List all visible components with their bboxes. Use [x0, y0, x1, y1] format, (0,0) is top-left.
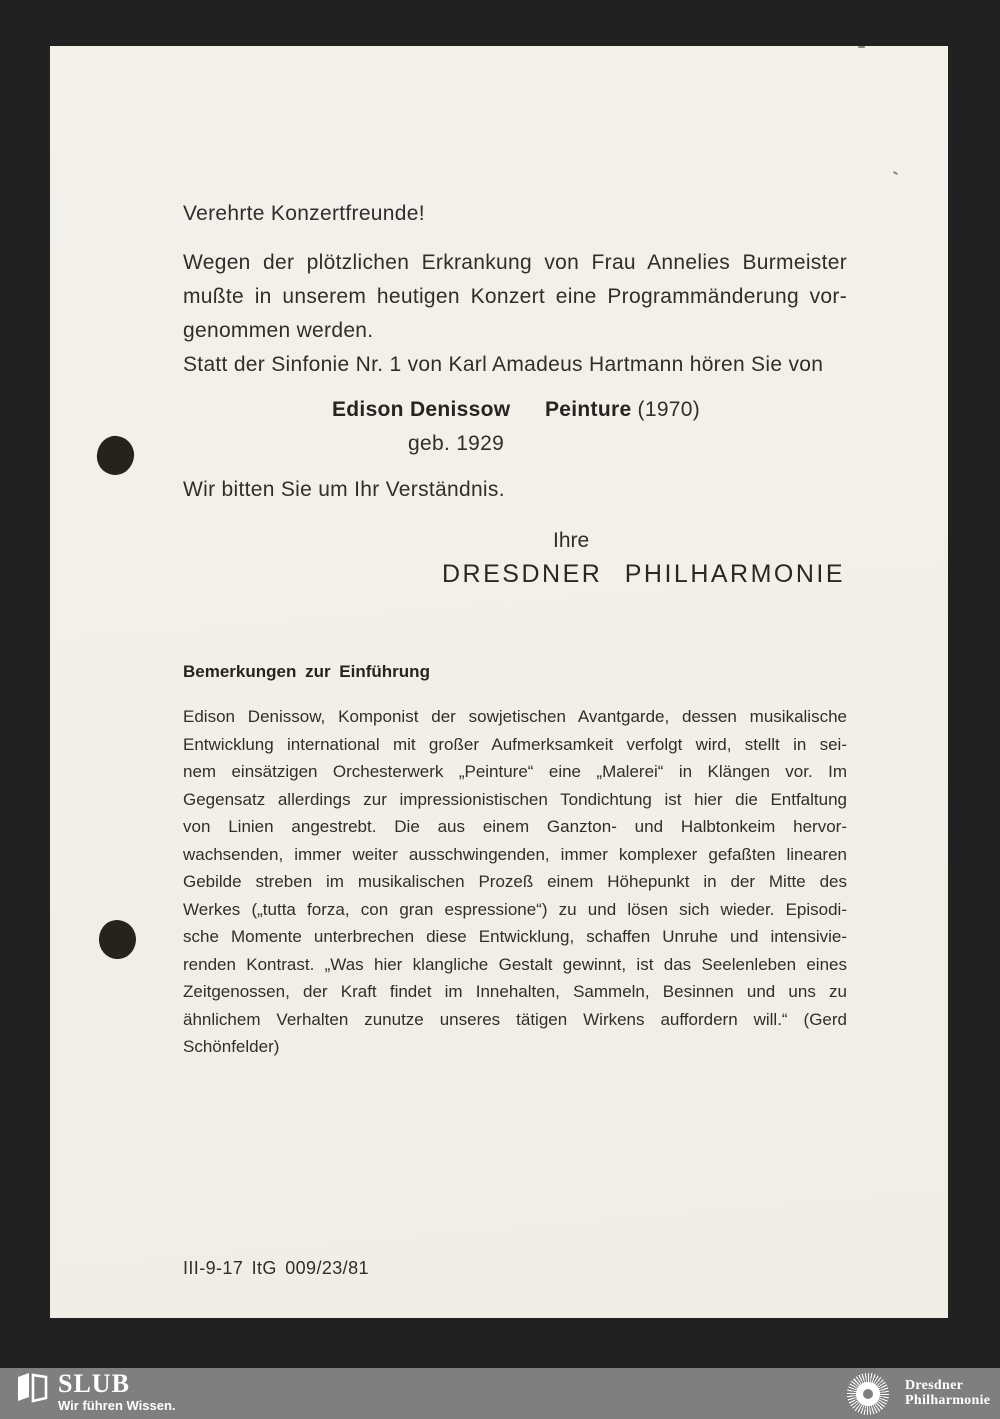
notice-line: Statt der Sinfonie Nr. 1 von Karl Amadeus Hartmann hören Sie von [183, 353, 824, 376]
salutation: Verehrte Konzertfreunde! [183, 202, 425, 225]
body-line: ähnlichem Verhalten zunutze unseres tätigen Wirkens auffordern will.“ (Gerd [183, 1009, 847, 1029]
body-line: Schönfelder) [183, 1037, 280, 1056]
partner-name-line1: Dresdner [905, 1378, 964, 1393]
signature-name: DRESDNER PHILHARMONIE [442, 560, 846, 588]
archive-reference: III-9-17 ItG 009/23/81 [183, 1258, 369, 1278]
work-title: Peinture [545, 398, 632, 421]
paper-speck [858, 46, 865, 48]
partner-name-line2: Philharmonie [905, 1393, 991, 1408]
hole-punch-bottom [97, 918, 138, 961]
body-line: Zeitgenossen, der Kraft findet im Innehalten, Sammeln, Besinnen und uns zu [183, 982, 847, 1001]
slub-logo [15, 1371, 176, 1413]
body-line: von Linien angestrebt. Die aus einem Ganzton- und Halbtonkeim hervor- [183, 817, 847, 836]
footer-bar [0, 1368, 1000, 1419]
book-icon [15, 1371, 49, 1403]
body-line: sche Momente unterbrechen diese Entwicklung, schaffen Unruhe und intensivie- [183, 927, 847, 946]
body-line: Gebilde streben im musikalischen Prozeß einem Höhepunkt in der Mitte des [183, 872, 847, 891]
body-line: Edison Denissow, Komponist der sowjetischen Avantgarde, dessen musikalische [183, 707, 847, 726]
document-page [50, 46, 948, 1318]
notice-line: genommen werden. [183, 319, 374, 342]
body-line: Entwicklung international mit großer Aufmerksamkeit verfolgt wird, stellt in sei- [183, 734, 847, 754]
starburst-hole [863, 1389, 873, 1399]
composer-birth: geb. 1929 [408, 432, 505, 455]
body-line: Werkes („tutta forza, con gran espressione“) zu und lösen sich wieder. Episodi- [183, 899, 847, 919]
signature-block [183, 524, 847, 591]
introduction-paragraph [183, 703, 847, 1061]
apology-line: Wir bitten Sie um Ihr Verständnis. [183, 478, 505, 501]
body-line: nem einsätzigen Orchesterwerk „Peinture“ eine „Malerei“ in Klängen vor. Im [183, 762, 847, 781]
notice-paragraph [183, 246, 847, 382]
signature-pre: Ihre [553, 529, 590, 552]
body-line: renden Kontrast. „Was hier klangliche Gestalt gewinnt, ist das Seelenleben eines [183, 954, 847, 974]
section-heading: Bemerkungen zur Einführung [183, 662, 430, 681]
work-title-group [545, 393, 700, 427]
work-announcement [183, 393, 847, 427]
slub-wordmark-group [58, 1371, 176, 1413]
hole-punch-top [94, 434, 136, 478]
slub-wordmark: SLUB [58, 1369, 130, 1398]
body-line: Gegensatz allerdings zur impressionistischen Tondichtung ist hier die Entfaltung [183, 789, 847, 809]
work-year: (1970) [631, 398, 701, 421]
notice-line: Wegen der plötzlichen Erkrankung von Frau Annelies Burmeister [183, 251, 847, 274]
starburst-icon [847, 1373, 889, 1415]
slub-tagline: Wir führen Wissen. [58, 1398, 176, 1413]
notice-line: mußte in unserem heutigen Konzert eine Programmänderung vor- [183, 285, 847, 308]
paper-speck [893, 171, 898, 175]
composer-name: Edison Denissow [332, 398, 511, 421]
partner-name [905, 1378, 990, 1408]
body-line: wachsenden, immer weiter ausschwingenden, immer komplexer gefaßten linearen [183, 844, 847, 864]
